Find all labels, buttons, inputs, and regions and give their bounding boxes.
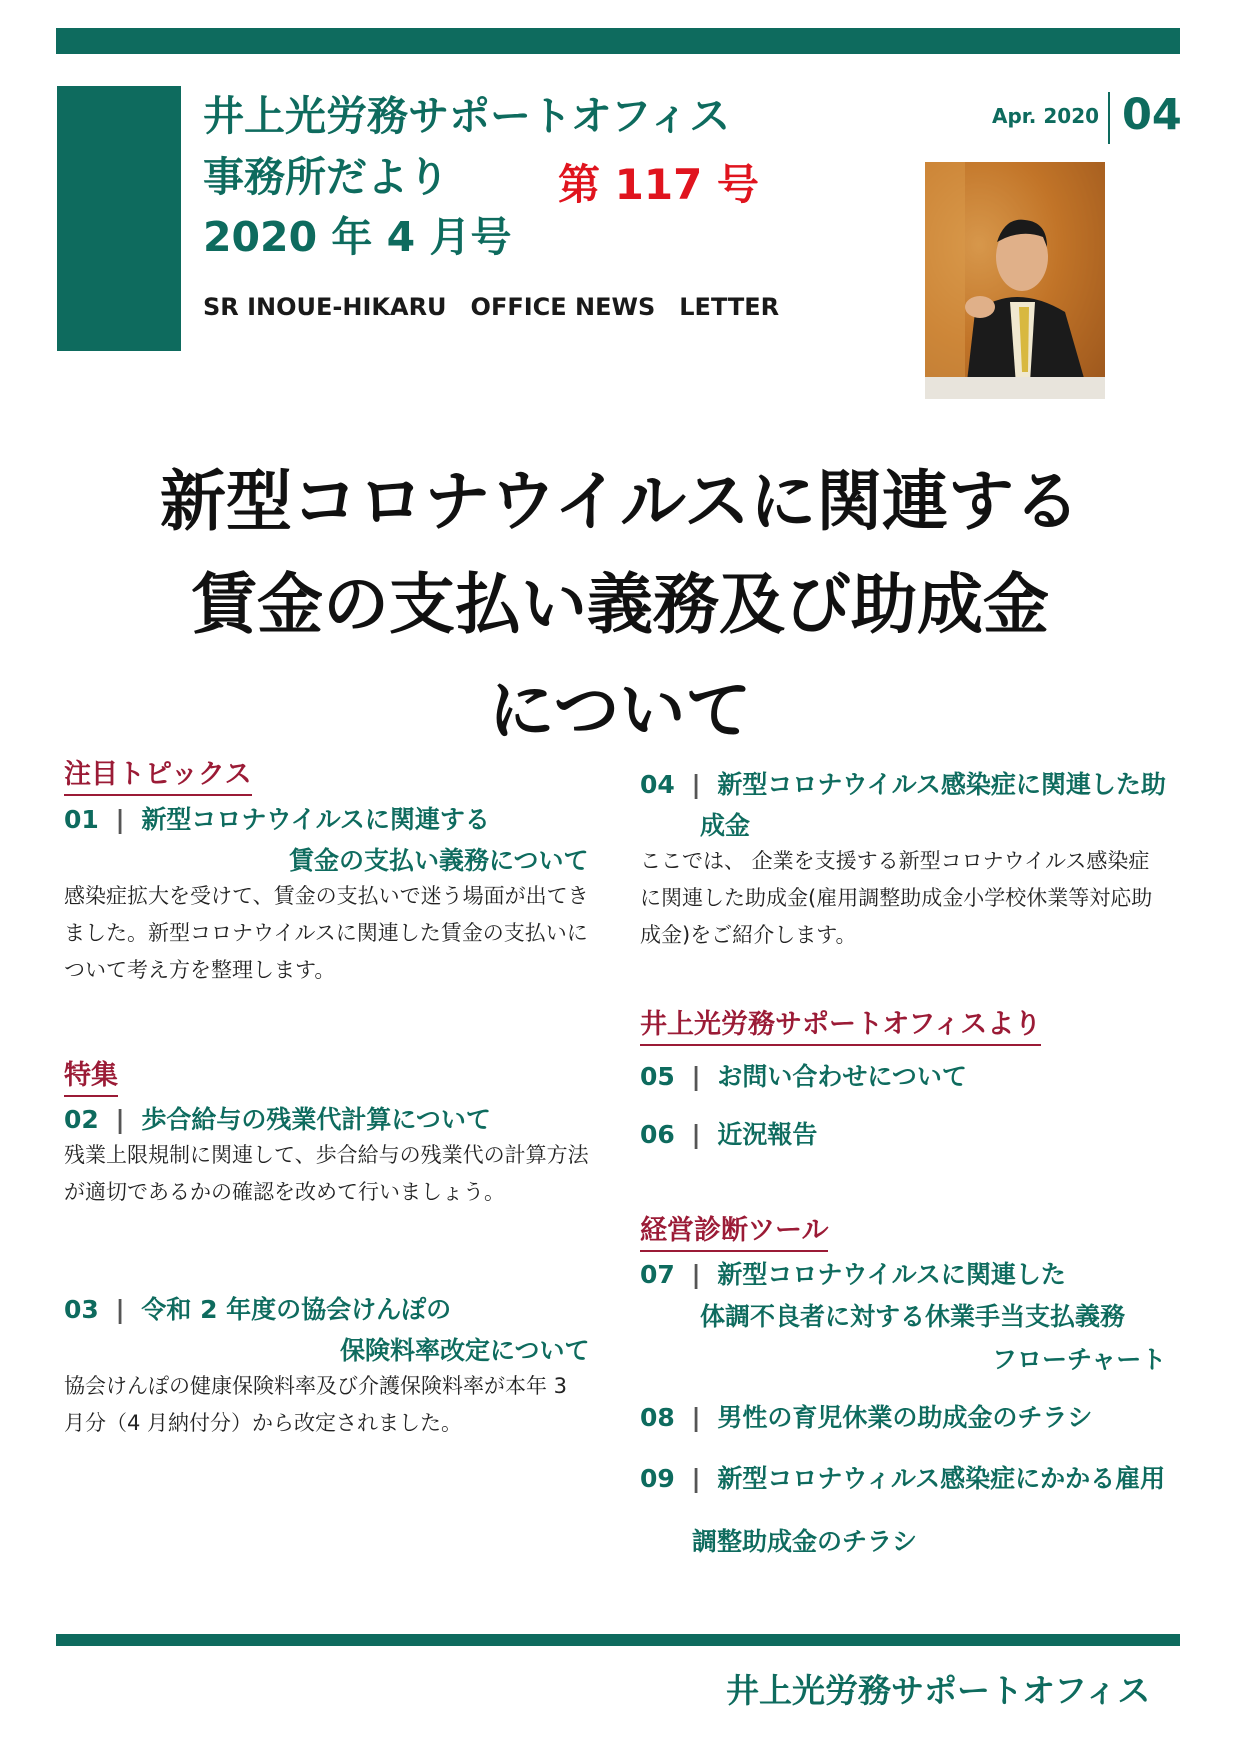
item-01-number: 01: [64, 805, 99, 834]
issue-number: 第 117 号: [558, 160, 759, 209]
item-separator: |: [691, 1464, 701, 1493]
item-08-title[interactable]: [640, 1398, 1092, 1434]
section-from-office: 井上光労務サポートオフィスより: [640, 1002, 1041, 1046]
item-05-title-text: お問い合わせについて: [717, 1062, 967, 1091]
item-03-number: 03: [64, 1295, 99, 1324]
item-03-title-line-2: 保険料率改定について: [340, 1336, 590, 1365]
headline-line-3: について: [488, 672, 752, 749]
item-separator: |: [691, 1260, 701, 1289]
item-07-title-line-3: フローチャート: [992, 1345, 1167, 1374]
item-08-number: 08: [640, 1403, 675, 1432]
item-02-title[interactable]: [64, 1100, 491, 1136]
issue-month: 2020 年 4 月号: [203, 213, 512, 261]
item-03-body: 協会けんぽの健康保険料率及び介護保険料率が本年 3 月分（4 月納付分）から改定されました。: [64, 1374, 568, 1435]
author-photo: [925, 162, 1105, 399]
item-07-title[interactable]: [640, 1255, 1066, 1291]
issue-date: Apr. 2020: [992, 104, 1100, 128]
item-06-title-text: 近況報告: [717, 1120, 818, 1149]
item-04-number: 04: [640, 770, 675, 799]
item-01-body: 感染症拡大を受けて、賃金の支払いで迷う場面が出てき ました。新型コロナウイルスに関連した賃金の支払いに ついて考え方を整理します。: [64, 884, 589, 982]
section-special-feature: 特集: [64, 1053, 118, 1097]
item-07-title-line-1: 新型コロナウイルスに関連した: [717, 1260, 1066, 1289]
item-05-number: 05: [640, 1062, 675, 1091]
item-07-title-line-2: 体調不良者に対する休業手当支払義務: [700, 1302, 1126, 1331]
item-separator: |: [691, 770, 701, 799]
item-04-title-line-2: 成金: [700, 811, 751, 840]
item-09-number: 09: [640, 1464, 675, 1493]
newsletter-title: 事務所だより: [203, 153, 449, 201]
item-02-title-text: 歩合給与の残業代計算について: [141, 1105, 491, 1134]
item-04-title[interactable]: [640, 765, 1166, 801]
item-09-title-line-2: 調整助成金のチラシ: [692, 1527, 918, 1556]
item-separator: |: [115, 805, 125, 834]
newsletter-subtitle: SR INOUE-HIKARU OFFICE NEWS LETTER: [203, 293, 780, 321]
top-bar: [56, 28, 1180, 54]
item-03-title[interactable]: [64, 1290, 451, 1326]
headline-line-2: 賃金の支払い義務及び助成金: [191, 566, 1049, 643]
item-05-title[interactable]: [640, 1057, 967, 1093]
header-accent-block: [57, 86, 181, 351]
footer-office-name: 井上光労務サポートオフィス: [726, 1671, 1151, 1710]
item-separator: |: [115, 1105, 125, 1134]
headline-line-1: 新型コロナウイルスに関連する: [159, 463, 1081, 540]
item-09-title[interactable]: [640, 1459, 1165, 1495]
section-featured-topics: 注目トピックス: [64, 752, 252, 796]
item-03-title-line-1: 令和 2 年度の協会けんぽの: [141, 1295, 452, 1324]
item-separator: |: [115, 1295, 125, 1324]
item-02-number: 02: [64, 1105, 99, 1134]
item-01-title-line-1: 新型コロナウイルスに関連する: [141, 805, 490, 834]
item-09-title-line-1: 新型コロナウィルス感染症にかかる雇用: [717, 1464, 1166, 1493]
item-04-title-line-1: 新型コロナウイルス感染症に関連した助: [717, 770, 1166, 799]
item-02-body: 残業上限規制に関連して、歩合給与の残業代の計算方法 が適切であるかの確認を改めて行いましょう。: [64, 1143, 589, 1204]
item-separator: |: [691, 1403, 701, 1432]
item-separator: |: [691, 1120, 701, 1149]
date-divider: [1108, 92, 1110, 144]
item-06-number: 06: [640, 1120, 675, 1149]
item-separator: |: [691, 1062, 701, 1091]
item-07-number: 07: [640, 1260, 675, 1289]
item-06-title[interactable]: [640, 1115, 817, 1151]
office-name: 井上光労務サポートオフィス: [203, 92, 731, 140]
item-01-title[interactable]: [64, 800, 490, 836]
page-number: 04: [1122, 90, 1182, 140]
item-01-title-line-2: 賃金の支払い義務について: [289, 846, 589, 875]
bottom-bar: [56, 1634, 1180, 1646]
section-management-tools: 経営診断ツール: [640, 1208, 828, 1252]
item-04-body: ここでは、 企業を支援する新型コロナウイルス感染症 に関連した助成金(雇用調整助成金小学校休業等対応助 成金)をご紹介します。: [640, 849, 1153, 947]
item-08-title-text: 男性の育児休業の助成金のチラシ: [717, 1403, 1093, 1432]
